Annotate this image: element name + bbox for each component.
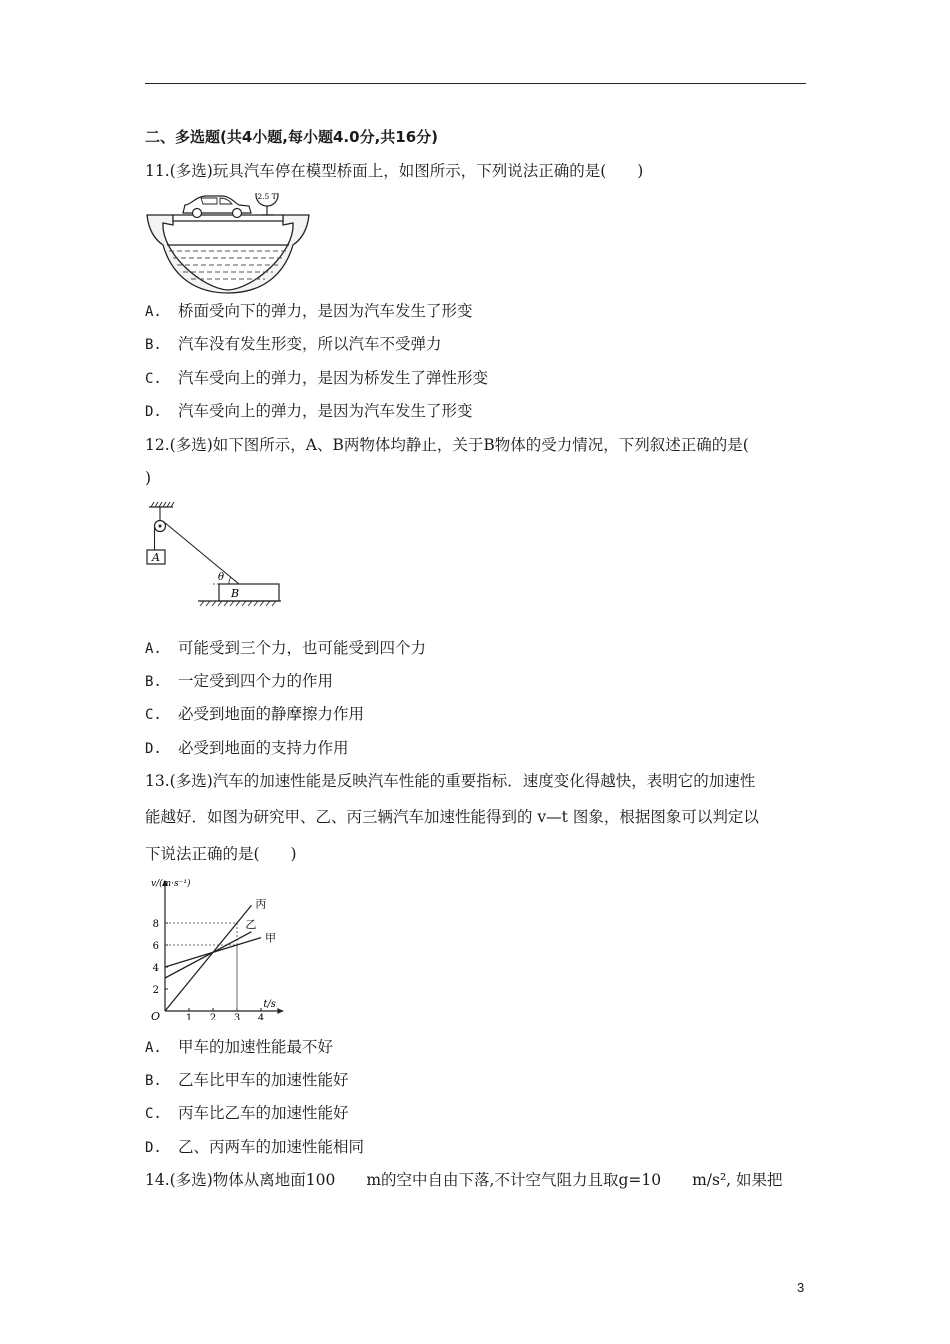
block-a-label: A xyxy=(152,551,160,564)
q12-option-c[interactable] xyxy=(145,703,364,726)
series-label-3: 丙 xyxy=(255,897,267,911)
section-title: 二、多选题(共4小题,每小题4.0分,共16分) xyxy=(145,128,438,146)
option-letter: D. xyxy=(145,741,162,757)
option-text: 汽车受向上的弹力，是因为桥发生了弹性形变 xyxy=(178,369,489,387)
q12-option-a[interactable] xyxy=(145,637,426,660)
x-axis-arrow xyxy=(277,1008,283,1014)
q12-option-b[interactable] xyxy=(145,670,333,693)
question-13-stem-1: 13.(多选)汽车的加速性能是反映汽车性能的重要指标．速度变化得越快，表明它的加速性 xyxy=(145,772,756,790)
x-tick-label: 1 xyxy=(185,1013,193,1020)
option-letter: B. xyxy=(145,1073,162,1089)
option-letter: B. xyxy=(145,337,162,353)
q11-option-d[interactable] xyxy=(145,400,473,423)
question-12-stem-cont: ) xyxy=(145,469,152,487)
question-13-stem-2: 能越好．如图为研究甲、乙、丙三辆汽车加速性能得到的 v—t 图象，根据图象可以判定以 xyxy=(145,808,759,826)
q13-option-a[interactable] xyxy=(145,1036,333,1059)
series-line-3 xyxy=(165,905,251,1011)
option-text: 乙、丙两车的加速性能相同 xyxy=(178,1138,365,1156)
q11-option-b[interactable] xyxy=(145,333,442,356)
series-label-1: 甲 xyxy=(265,931,276,945)
question-14-stem: 14.(多选)物体从离地面100 m的空中自由下落,不计空气阻力且取g=10 m/s², 如果把 xyxy=(145,1171,783,1189)
y-tick-label: 2 xyxy=(152,985,159,996)
y-tick-label: 8 xyxy=(152,919,159,930)
series-label-2: 乙 xyxy=(245,917,257,931)
theta-label: θ xyxy=(218,572,225,583)
option-letter: C. xyxy=(145,371,162,387)
block-b-label: B xyxy=(230,587,240,600)
q13-option-c[interactable] xyxy=(145,1102,349,1125)
option-text: 必受到地面的静摩擦力作用 xyxy=(178,705,365,723)
option-text: 乙车比甲车的加速性能好 xyxy=(178,1071,349,1089)
option-letter: D. xyxy=(145,404,162,420)
question-12-stem: 12.(多选)如下图所示，A、B两物体均静止，关于B物体的受力情况，下列叙述正确的是( xyxy=(145,436,749,454)
series-line-2 xyxy=(165,932,251,978)
y-tick-label: 4 xyxy=(152,963,159,974)
q11-option-a[interactable] xyxy=(145,300,473,323)
x-axis-label: t/s xyxy=(263,999,276,1010)
option-letter: A. xyxy=(145,304,162,320)
option-text: 甲车的加速性能最不好 xyxy=(178,1038,334,1056)
bridge-car-figure xyxy=(143,193,313,295)
option-letter: B. xyxy=(145,674,162,690)
option-letter: A. xyxy=(145,641,162,657)
option-letter: D. xyxy=(145,1140,162,1156)
header-rule xyxy=(145,83,806,84)
q12-option-d[interactable] xyxy=(145,737,349,760)
option-text: 桥面受向下的弹力，是因为汽车发生了形变 xyxy=(178,302,473,320)
option-text: 可能受到三个力，也可能受到四个力 xyxy=(178,639,427,657)
origin-label: O xyxy=(151,1010,161,1020)
pulley-figure xyxy=(143,500,283,608)
scale-label: 2.5 T xyxy=(257,193,277,201)
question-11-stem: 11.(多选)玩具汽车停在模型桥面上，如图所示，下列说法正确的是( ) xyxy=(145,162,644,180)
option-text: 丙车比乙车的加速性能好 xyxy=(178,1104,349,1122)
question-13-stem-3: 下说法正确的是( ) xyxy=(145,845,297,863)
x-tick-label: 2 xyxy=(209,1013,217,1020)
page-number: 3 xyxy=(797,1280,805,1295)
q13-option-b[interactable] xyxy=(145,1069,349,1092)
q13-option-d[interactable] xyxy=(145,1136,364,1159)
option-text: 汽车没有发生形变，所以汽车不受弹力 xyxy=(178,335,442,353)
vt-graph xyxy=(143,874,303,1020)
option-text: 必受到地面的支持力作用 xyxy=(178,739,349,757)
option-letter: C. xyxy=(145,1106,162,1122)
q11-option-c[interactable] xyxy=(145,367,488,390)
y-axis-label: v/(m·s⁻¹) xyxy=(151,879,191,889)
option-letter: A. xyxy=(145,1040,162,1056)
option-text: 汽车受向上的弹力，是因为汽车发生了形变 xyxy=(178,402,473,420)
x-tick-label: 4 xyxy=(257,1013,265,1020)
x-tick-label: 3 xyxy=(233,1013,241,1020)
option-text: 一定受到四个力的作用 xyxy=(178,672,334,690)
option-letter: C. xyxy=(145,707,162,723)
y-tick-label: 6 xyxy=(152,941,159,952)
